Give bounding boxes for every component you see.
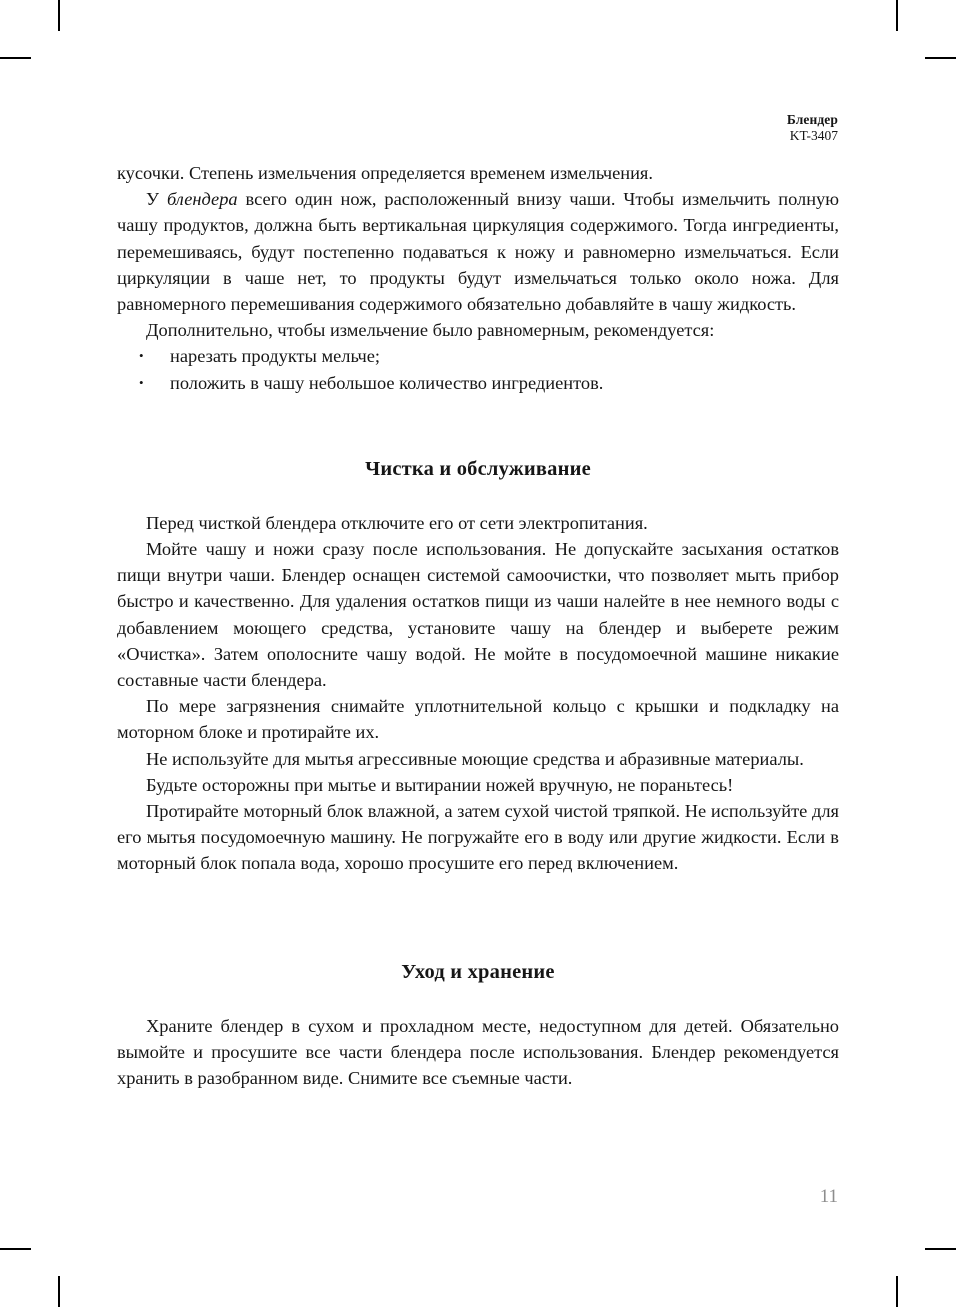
section-heading-storage: Уход и хранение bbox=[401, 960, 555, 983]
list-item-label: положить в чашу небольшое количество ингредиентов. bbox=[170, 372, 604, 393]
crop-mark-bottom-right-horizontal bbox=[925, 1248, 956, 1250]
spacer-after-cleaning-heading bbox=[117, 481, 839, 510]
crop-mark-top-left-horizontal bbox=[0, 57, 31, 59]
paragraph-storage-1: Храните блендер в сухом и прохладном месте, недоступном для детей. Обязательно вымойте и просушите все части блендера после использования. Блендер рекомендуется хранить в разобранном виде. Снимите все съемные части. bbox=[117, 1015, 839, 1089]
paragraph-cleaning-5: Будьте осторожны при мытье и вытирании ножей вручную, не пораньтесь! bbox=[146, 774, 734, 795]
crop-mark-bottom-right-vertical bbox=[896, 1276, 898, 1307]
spacer-before-storage-heading bbox=[117, 877, 839, 961]
paragraph-cleaning-3: По мере загрязнения снимайте уплотнительной кольцо с крышки и подкладку на моторном блоке и протирайте их. bbox=[117, 696, 839, 743]
text-column bbox=[117, 160, 839, 1091]
page-number: 11 bbox=[819, 1186, 838, 1207]
crop-mark-top-right-vertical bbox=[896, 0, 898, 31]
crop-mark-top-left-vertical bbox=[58, 0, 60, 31]
paragraph-cleaning-4: Не используйте для мытья агрессивные моющие средства и абразивные материалы. bbox=[146, 748, 804, 769]
paragraph-additionally: Дополнительно, чтобы измельчение было равномерным, рекомендуется: bbox=[146, 320, 715, 341]
list-item bbox=[117, 343, 839, 369]
running-header-title: Блендер bbox=[786, 112, 838, 127]
crop-mark-bottom-left-vertical bbox=[58, 1276, 60, 1307]
paragraph-cleaning-1: Перед чисткой блендера отключите его от сети электропитания. bbox=[146, 512, 648, 533]
bullet-icon: • bbox=[139, 348, 144, 364]
paragraph-continued: кусочки. Степень измельчения определяется временем измельчения. bbox=[117, 163, 653, 183]
paragraph-cleaning-2: Мойте чашу и ножи сразу после использования. Не допускайте засыхания остатков пищи внутри чаши. Блендер оснащен системой самоочистки, что позволяет мыть прибор быстро и качественно. Для удаления остатков пищи из чаши налейте в нее немного воды с добавлением моющего средства, установите чашу на блендер и выберете режим «Очистка». Затем ополосните чашу водой. Не мойте в посудомоечной машине никакие составные части блендера. bbox=[117, 539, 839, 691]
paragraph-blender-knife bbox=[117, 186, 839, 317]
bullet-icon: • bbox=[139, 374, 144, 390]
spacer-after-storage-heading bbox=[117, 984, 839, 1013]
crop-mark-top-right-horizontal bbox=[925, 57, 956, 59]
running-header-model: KT-3407 bbox=[789, 127, 838, 143]
spacer-before-cleaning-heading bbox=[117, 396, 839, 458]
crop-mark-bottom-left-horizontal bbox=[0, 1248, 31, 1250]
paragraph-blender-lead: У bbox=[146, 189, 167, 210]
list-item bbox=[117, 370, 839, 396]
section-heading-cleaning: Чистка и обслуживание bbox=[365, 457, 591, 480]
paragraph-cleaning-6: Протирайте моторный блок влажной, а затем сухой чистой тряпкой. Не используйте для его мытья посудомоечную машину. Не погружайте его в воду или другие жидкости. Если в моторный блок попала вода, хорошо просушите его перед включением. bbox=[117, 801, 839, 874]
recommendation-list bbox=[117, 343, 839, 395]
running-header bbox=[787, 112, 838, 144]
list-item-label: нарезать продукты мельче; bbox=[170, 346, 380, 367]
paragraph-blender-rest: всего один нож, расположенный внизу чаши. Чтобы измельчить полную чашу продуктов, должна быть вертикальная циркуляция содержимого. Тогда ингредиенты, перемешиваясь, будут постепенно подаваться к ножу и равномерно измельчаться. Если циркуляции в чаше нет, то продукты будут измельчаться только около ножа. Для равномерного перемешивания содержимого обязательно добавляйте в чашу жидкость. bbox=[117, 189, 839, 315]
emphasis-blendera: блендера bbox=[166, 189, 238, 210]
